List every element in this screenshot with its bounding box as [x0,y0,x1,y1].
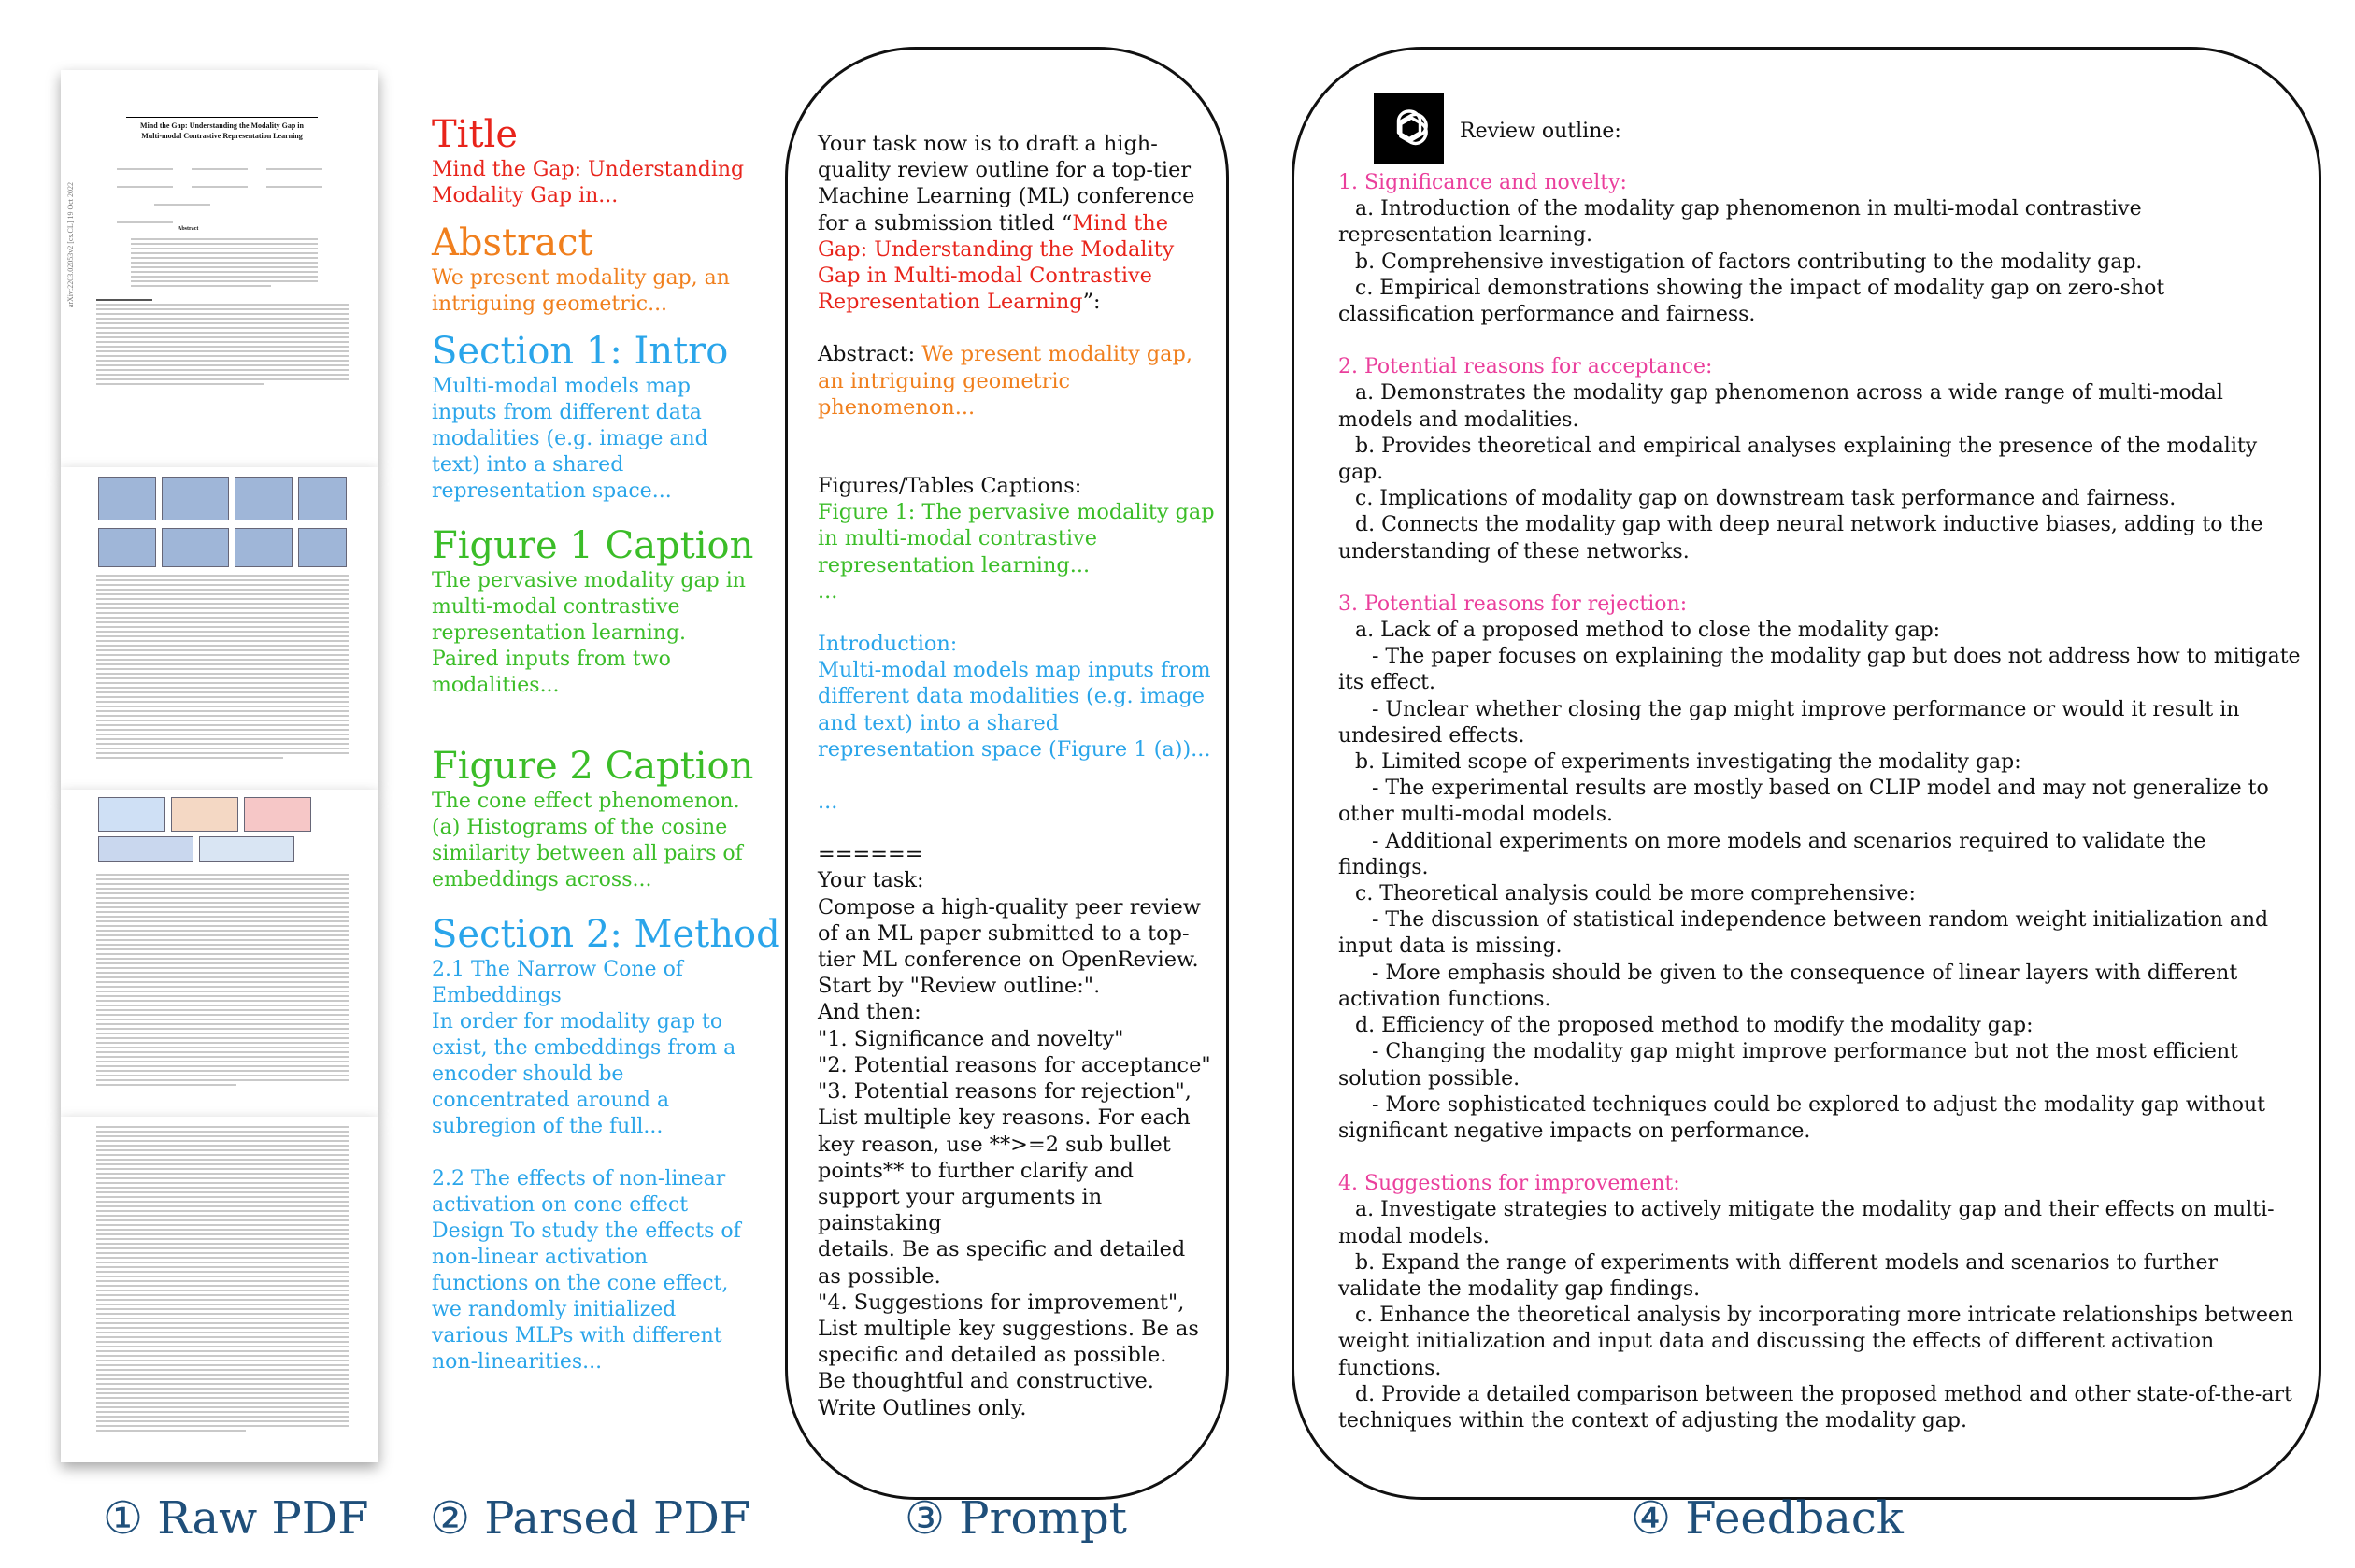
prompt-task-line: Start by "Review outline:". [818,974,1101,999]
feedback-sub-bullet: - Changing the modality gap might improve performance but not the most efficient solution possible. [1338,1040,2238,1090]
pdf-paper-title-line2: Multi-modal Contrastive Representation Learning [141,132,303,140]
pdf-figure-2-graphic [98,797,311,832]
parsed-section1-heading: Section 1: Intro [432,330,729,373]
prompt-abstract-label: Abstract: [818,342,922,367]
pdf-authors-block [117,159,322,230]
parsed-pdf-column [432,112,780,1376]
feedback-bullet: b. Comprehensive investigation of factors contributing to the modality gap. [1355,249,2143,274]
pdf-intro-lines [96,299,349,388]
parsed-section2-sub2-title: 2.2 The effects of non-linear activation on cone effect [432,1167,726,1217]
feedback-body [1338,170,2301,1461]
feedback-bullet: d. Efficiency of the proposed method to modify the modality gap: [1355,1014,2034,1038]
caption-prompt: ③ Prompt [905,1492,1127,1545]
prompt-separator: ====== [818,842,923,867]
prompt-task-line: "4. Suggestions for improvement", List multiple key suggestions. Be as specific and detailed as possible. [818,1290,1199,1368]
feedback-section-title: 2. Potential reasons for acceptance: [1338,355,1713,379]
prompt-ellipsis-1: ... [818,578,838,604]
feedback-section [1338,354,2301,565]
parsed-title-body: Mind the Gap: Understanding Modality Gap in... [432,158,745,207]
parsed-figure1-heading: Figure 1 Caption [432,524,754,567]
pdf-abstract-heading: Abstract [178,226,199,232]
feedback-sub-bullet: - The paper focuses on explaining the modality gap but does not address how to mitigate its effect. [1338,645,2301,695]
pdf-page3-lines [96,874,349,1089]
pdf-figure-1-graphic-row2 [98,528,347,567]
raw-pdf-stack [61,70,378,1462]
prompt-task-line: Be thoughtful and constructive. Write Outlines only. [818,1369,1154,1420]
parsed-section2-heading: Section 2: Method [432,913,780,956]
pdf-paper-title-line1: Mind the Gap: Understanding the Modality Gap in [140,121,304,130]
feedback-bullet: c. Implications of modality gap on downstream task performance and fairness. [1355,487,2177,511]
prompt-intro [818,131,1215,315]
feedback-heading: Review outline: [1460,120,1621,143]
prompt-intro-prefix: Your task now is to draft a high-quality review outline for a top-tier Machine Learning (ML) conference for a submission titled “ [818,132,1195,235]
feedback-sub-bullet: - The experimental results are mostly based on CLIP model and may not generalize to other multi-modal models. [1338,777,2269,827]
prompt-task-line: Compose a high-quality peer review of an ML paper submitted to a top-tier ML conference on OpenReview. [818,894,1201,973]
prompt-intro-suffix: ”: [1082,290,1101,315]
parsed-section2-sub1-title: 2.1 The Narrow Cone of Embeddings [432,958,683,1007]
caption-raw-pdf: ① Raw PDF [103,1492,369,1545]
feedback-bullet: d. Connects the modality gap with deep neural network inductive biases, adding to the understanding of these networks. [1338,513,2263,563]
pdf-figure-2-graphic-row2 [98,836,294,862]
feedback-bullet: d. Provide a detailed comparison between the proposed method and other state-of-the-art techniques within the context of adjusting the modality gap. [1338,1382,2292,1433]
feedback-bullet: a. Demonstrates the modality gap phenomenon across a wide range of multi-modal models and modalities. [1338,381,2223,432]
feedback-bullet: b. Provides theoretical and empirical analyses explaining the presence of the modality gap. [1338,434,2258,485]
feedback-bullet: a. Investigate strategies to actively mitigate the modality gap and their effects on multi-modal models. [1338,1198,2275,1248]
feedback-sub-bullet: - Additional experiments on more models and scenarios required to validate the findings. [1338,829,2206,879]
pdf-arxiv-stamp: arXiv:2203.02053v2 [cs.CL] 19 Oct 2022 [66,182,75,308]
prompt-task-line: details. Be as specific and detailed as possible. [818,1237,1186,1289]
feedback-section [1338,1171,2301,1434]
feedback-bullet: c. Theoretical analysis could be more comprehensive: [1355,882,1916,906]
prompt-ellipsis-2: ... [818,790,838,815]
feedback-section-title: 3. Potential reasons for rejection: [1338,592,1688,616]
pdf-page-1 [61,70,378,467]
pdf-abstract-lines [131,238,318,290]
prompt-task-line: Your task: [818,868,924,893]
pdf-page-2 [61,467,378,790]
feedback-section-title: 1. Significance and novelty: [1338,171,1627,194]
feedback-bullet: a. Introduction of the modality gap phenomenon in multi-modal contrastive representation learning. [1338,197,2142,248]
prompt-task-lines [818,867,1215,1420]
pdf-paper-title [126,117,318,141]
caption-parsed-pdf: ② Parsed PDF [430,1492,751,1545]
parsed-figure2-heading: Figure 2 Caption [432,745,754,788]
prompt-introduction-text: Multi-modal models map inputs from different data modalities (e.g. image and text) into a shared representation space (Figure 1 (a))... [818,658,1211,762]
feedback-section-title: 4. Suggestions for improvement: [1338,1172,1680,1196]
feedback-sub-bullet: - More sophisticated techniques could be explored to adjust the modality gap without significant negative impacts on performance. [1338,1092,2266,1143]
parsed-section1-body: Multi-modal models map inputs from different data modalities (e.g. image and text) into a shared representation space... [432,375,708,503]
parsed-figure2-body: The cone effect phenomenon. (a) Histograms of the cosine similarity between all pairs of embeddings across... [432,790,743,891]
openai-logo-glyph [1385,105,1434,153]
parsed-abstract-body: We present modality gap, an intriguing geometric... [432,266,730,316]
parsed-section2-sub2-body: Design To study the effects of non-linear activation functions on the cone effect, we randomly initialized various MLPs with different non-linearities... [432,1219,741,1374]
feedback-sub-bullet: - The discussion of statistical independence between random weight initialization and input data is missing. [1338,908,2269,959]
caption-feedback: ④ Feedback [1631,1492,1904,1545]
pdf-page2-lines [96,575,349,762]
prompt-figures-label: Figures/Tables Captions: [818,474,1082,499]
pdf-page-3 [61,790,378,1117]
parsed-abstract-heading: Abstract [432,221,593,264]
parsed-title-heading: Title [432,113,519,156]
feedback-sub-bullet: - More emphasis should be given to the consequence of linear layers with different activation functions. [1338,961,2238,1011]
prompt-task-line: "3. Potential reasons for rejection", List multiple key reasons. For each key reason, use **>=2 sub bullet points** to further clarify and support your arguments in painstaking [818,1079,1192,1236]
feedback-bullet: b. Expand the range of experiments with different models and scenarios to further validate the modality gap findings. [1338,1250,2219,1301]
prompt-intro-label: Introduction: [818,632,958,657]
feedback-bullet: b. Limited scope of experiments investigating the modality gap: [1355,750,2021,775]
pdf-page-4 [61,1117,378,1462]
prompt-task-line: "1. Significance and novelty" [818,1026,1124,1051]
feedback-section [1338,592,2301,1145]
prompt-text [818,131,1215,1421]
pdf-figure-1-graphic [98,477,347,520]
openai-logo-icon [1374,93,1444,164]
feedback-bullet: c. Empirical demonstrations showing the impact of modality gap on zero-shot classification performance and fairness. [1338,276,2165,327]
prompt-intro-title: Mind the Gap: Understanding the Modality Gap in Multi-modal Contrastive Representation Learning [818,210,1175,315]
prompt-abstract [818,341,1215,421]
parsed-figure1-body: The pervasive modality gap in multi-modal contrastive representation learning. Paired inputs from two modalities... [432,569,746,697]
prompt-figure1-text: Figure 1: The pervasive modality gap in multi-modal contrastive representation learning... [818,500,1215,577]
parsed-section2-sub1-body: In order for modality gap to exist, the embeddings from a encoder should be concentrated around a subregion of the full... [432,1010,736,1138]
feedback-section [1338,170,2301,328]
prompt-task-line: And then: [818,1000,921,1025]
pdf-page4-lines [96,1126,349,1434]
prompt-abstract-text: We present modality gap, an intriguing geometric phenomenon... [818,342,1192,420]
prompt-task-line: "2. Potential reasons for acceptance" [818,1052,1211,1077]
feedback-bullet: a. Lack of a proposed method to close the modality gap: [1355,619,1941,643]
feedback-bullet: c. Enhance the theoretical analysis by incorporating more intricate relationships between weight initialization and input data and discussing the effects of different activation functions. [1338,1304,2294,1380]
feedback-sub-bullet: - Unclear whether closing the gap might improve performance or would it result in undesired effects. [1338,697,2240,748]
